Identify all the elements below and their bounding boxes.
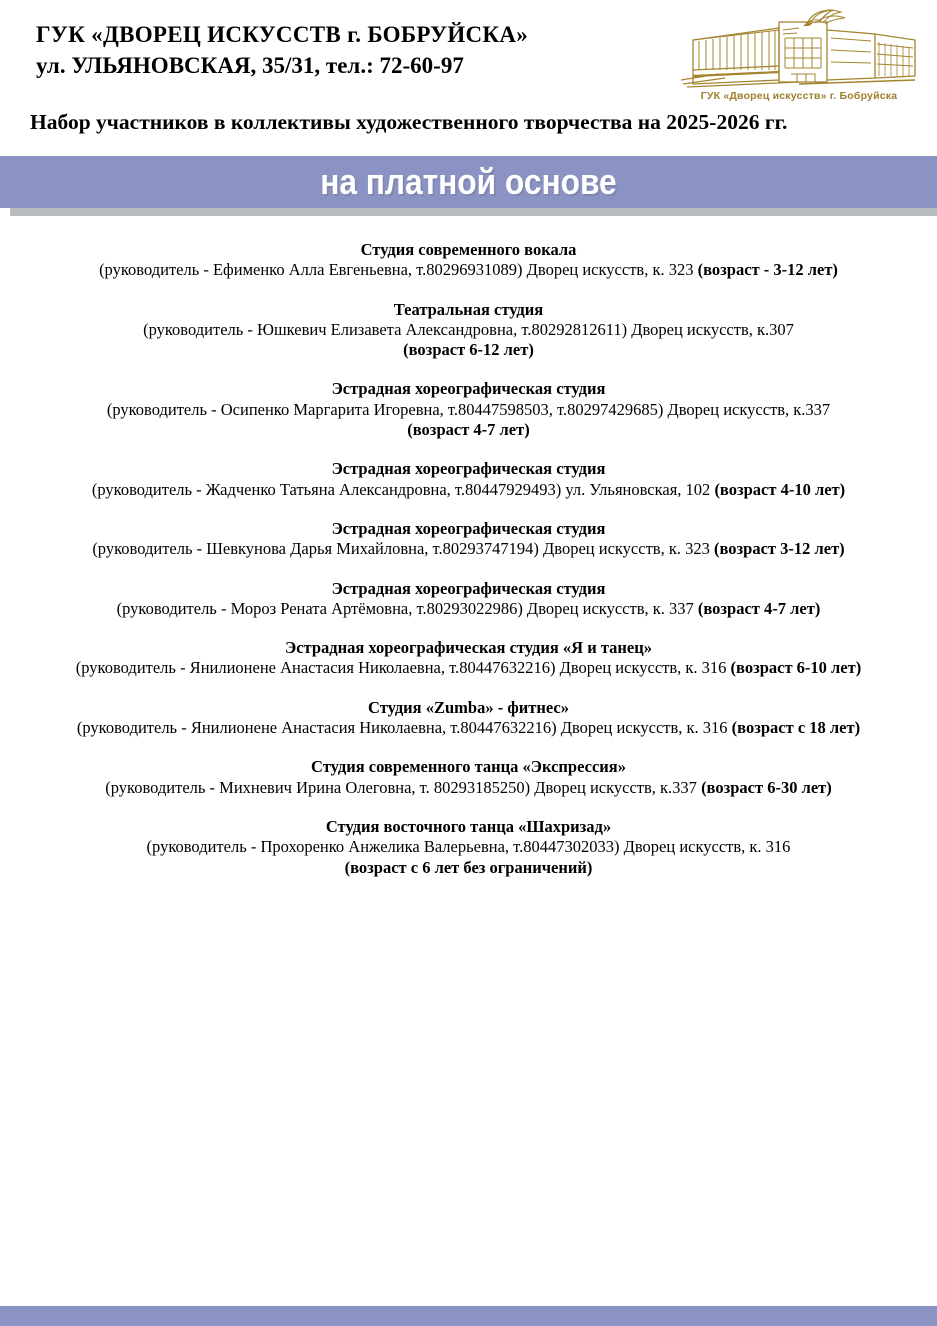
studio-block (0, 379, 937, 440)
studio-block (0, 579, 937, 620)
studio-title: Эстрадная хореографическая студия «Я и танец» (285, 638, 652, 658)
logo-caption: ГУК «Дворец искусств» г. Бобруйска (700, 90, 898, 102)
studio-title: Эстрадная хореографическая студия (331, 518, 606, 538)
studio-title: Студия «Zumba» - фитнес» (368, 697, 569, 717)
age-range: (возраст 4-7 лет) (407, 420, 530, 440)
banner-shadow (10, 208, 937, 216)
header (36, 22, 676, 79)
studio-block (0, 638, 937, 679)
studio-title: Студия современного танца «Экспрессия» (311, 757, 626, 777)
age-range: (возраст с 6 лет без ограничений) (344, 857, 593, 877)
studio-details: (руководитель - Шевкунова Дарья Михайловна, т.80293747194) Дворец искусств, к. 323 (возраст 3-12 лет) (92, 539, 845, 559)
footer-bar (0, 1306, 937, 1326)
studio-title: Эстрадная хореографическая студия (331, 379, 606, 399)
org-name: ГУК «ДВОРЕЦ ИСКУССТВ г. БОБРУЙСКА» (36, 22, 529, 47)
studio-details: (руководитель - Жадченко Татьяна Александровна, т.80447929493) ул. Ульяновская, 102 (возраст 4-10 лет) (91, 479, 846, 499)
studio-block (0, 698, 937, 739)
age-range: (возраст 6-10 лет) (730, 658, 862, 678)
studio-block (0, 459, 937, 500)
studio-details: (руководитель - Янилионене Анастасия Николаевна, т.80447632216) Дворец искусств, к. 316 (возраст с 18 лет) (76, 718, 861, 738)
studio-details: (руководитель - Мороз Рената Артёмовна, т.80293022986) Дворец искусств, к. 337 (возраст 4-7 лет) (116, 598, 821, 618)
studio-details: (руководитель - Юшкевич Елизавета Александровна, т.80292812611) Дворец искусств, к.307 (143, 319, 794, 339)
age-range: (возраст 6-30 лет) (701, 777, 832, 797)
studio-title: Эстрадная хореографическая студия (331, 578, 606, 598)
studio-block (0, 300, 937, 361)
studio-title: Эстрадная хореографическая студия (331, 459, 606, 479)
studio-block (0, 817, 937, 878)
banner-label: на платной основе (320, 161, 617, 202)
age-range: (возраст 3-12 лет) (713, 539, 845, 559)
studio-details: (руководитель - Янилионене Анастасия Николаевна, т.80447632216) Дворец искусств, к. 316 (возраст 6-10 лет) (75, 658, 862, 678)
age-range: (возраст 4-10 лет) (714, 479, 846, 499)
studio-title: Студия современного вокала (360, 240, 577, 259)
age-range: (возраст 4-7 лет) (697, 598, 821, 618)
logo (675, 8, 923, 102)
paid-basis-banner (0, 156, 937, 208)
studio-details: (руководитель - Прохоренко Анжелика Валерьевна, т.80447302033) Дворец искусств, к. 316 (146, 837, 791, 857)
age-range: (возраст 6-12 лет) (403, 340, 534, 360)
studio-details: (руководитель - Михневич Ирина Олеговна, т. 80293185250) Дворец искусств, к.337 (возраст 6-30 лет) (105, 777, 832, 797)
studio-block (0, 757, 937, 798)
studio-title: Студия восточного танца «Шахризад» (325, 816, 612, 836)
studio-title: Театральная студия (393, 299, 544, 319)
studio-details: (руководитель - Ефименко Алла Евгеньевна, т.80296931089) Дворец искусств, к. 323 (возраст - 3-12 лет) (99, 260, 838, 280)
address-line: ул. УЛЬЯНОВСКАЯ, 35/31, тел.: 72-60-97 (36, 53, 464, 78)
studio-list (0, 240, 937, 897)
studio-block (0, 240, 937, 281)
studio-details: (руководитель - Осипенко Маргарита Игоревна, т.80447598503, т.80297429685) Дворец искусств, к.337 (106, 399, 831, 419)
age-range: (возраст - 3-12 лет) (697, 260, 838, 280)
headline: Набор участников в коллективы художественного творчества на 2025-2026 гг. (30, 110, 788, 134)
age-range: (возраст с 18 лет) (731, 718, 861, 738)
studio-block (0, 519, 937, 560)
palace-building-icon (675, 8, 923, 88)
